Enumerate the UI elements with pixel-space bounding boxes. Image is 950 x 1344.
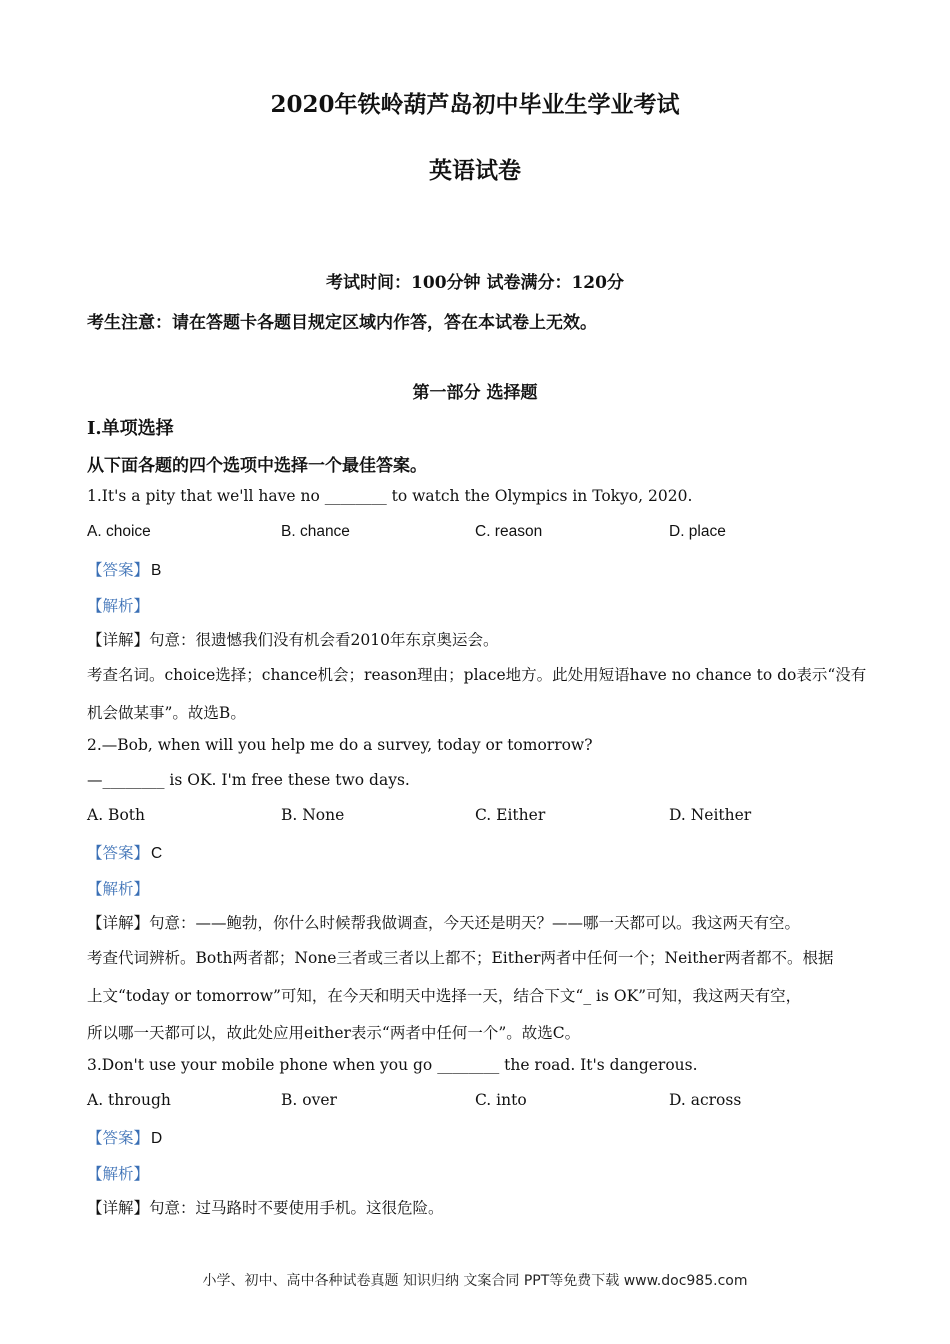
answer-value: B (151, 562, 162, 579)
question-2-option-a: A. Both (87, 806, 145, 824)
answer-label: 【答案】 (87, 844, 150, 862)
section-title: I.单项选择 (87, 418, 174, 439)
page-footer: 小学、初中、高中各种试卷真题 知识归纳 文案合同 PPT等免费下载 www.doc985.com (202, 1273, 748, 1289)
exam-subtitle: 英语试卷 (429, 157, 521, 184)
question-2-stem-reply: —________ is OK. I'm free these two days. (87, 771, 410, 789)
question-1-option-d: D. place (669, 523, 726, 540)
question-3-option-a: A. through (87, 1091, 171, 1109)
question-1-stem: 1.It's a pity that we'll have no ________ to watch the Olympics in Tokyo, 2020. (87, 487, 693, 505)
question-3-detail: 【详解】句意：过马路时不要使用手机。这很危险。 (87, 1199, 444, 1217)
part-title: 第一部分 选择题 (412, 383, 538, 403)
question-3-answer (87, 1126, 162, 1148)
question-1-option-a: A. choice (87, 523, 151, 540)
question-2-detail: 【详解】句意：——鲍勃，你什么时候帮我做调查，今天还是明天？——哪一天都可以。我这两天有空。 (87, 914, 801, 932)
question-2-option-d: D. Neither (669, 806, 752, 824)
exam-notice: 考生注意：请在答题卡各题目规定区域内作答，答在本试卷上无效。 (87, 313, 597, 333)
answer-label: 【答案】 (87, 561, 150, 579)
question-3-stem: 3.Don't use your mobile phone when you go ________ the road. It's dangerous. (87, 1056, 698, 1074)
question-3-option-d: D. across (669, 1091, 742, 1109)
question-2-explain-line: 上文“today or tomorrow”可知，在今天和明天中选择一天，结合下文“_ is OK”可知，我这两天有空， (87, 987, 802, 1005)
exam-info: 考试时间：100分钟 试卷满分：120分 (326, 273, 624, 293)
question-1-option-c: C. reason (475, 523, 543, 540)
section-instruction: 从下面各题的四个选项中选择一个最佳答案。 (87, 456, 427, 476)
question-3-option-b: B. over (281, 1091, 337, 1109)
answer-label: 【答案】 (87, 1129, 150, 1147)
question-1-option-b: B. chance (281, 523, 350, 540)
question-2-stem: 2.—Bob, when will you help me do a survey, today or tomorrow? (87, 736, 593, 754)
question-3-option-c: C. into (475, 1091, 527, 1109)
answer-value: C (151, 845, 163, 862)
question-1-explain-line: 机会做某事”。故选B。 (87, 704, 246, 722)
question-2-analysis-label: 【解析】 (87, 880, 150, 898)
question-3-analysis-label: 【解析】 (87, 1165, 150, 1183)
question-2-answer (87, 841, 162, 863)
question-2-option-b: B. None (281, 806, 345, 824)
question-2-explain-line: 考查代词辨析。Both两者都；None三者或三者以上都不；Either两者中任何一个；Neither两者都不。根据 (87, 949, 834, 967)
question-1-answer (87, 558, 161, 580)
exam-title: 2020年铁岭葫芦岛初中毕业生学业考试 (270, 91, 680, 118)
question-2-option-c: C. Either (475, 806, 546, 824)
question-1-detail: 【详解】句意：很遗憾我们没有机会看2010年东京奥运会。 (87, 631, 499, 649)
answer-value: D (151, 1130, 163, 1147)
question-2-explain-line: 所以哪一天都可以，故此处应用either表示“两者中任何一个”。故选C。 (87, 1024, 581, 1042)
question-1-explain-line: 考查名词。choice选择；chance机会；reason理由；place地方。此处用短语have no chance to do表示“没有 (87, 666, 867, 684)
question-1-analysis-label: 【解析】 (87, 597, 150, 615)
